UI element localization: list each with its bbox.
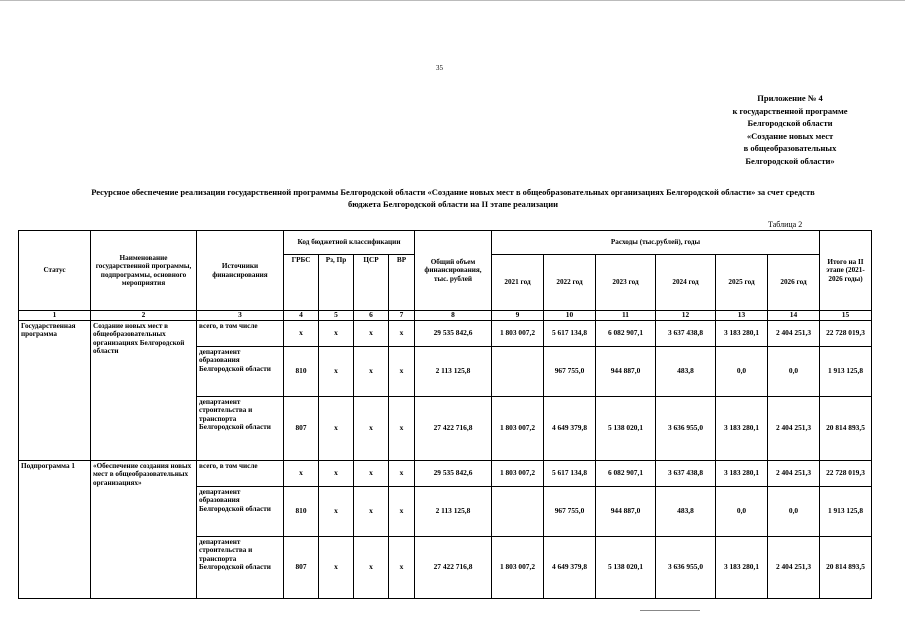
csr-cell: х (354, 460, 389, 486)
document-title (18, 186, 888, 210)
appendix-line: в общеобразовательных (743, 143, 837, 153)
table-row (19, 320, 872, 346)
rz-cell: х (319, 486, 354, 536)
y2024-cell: 3 636 955,0 (656, 396, 716, 460)
col-index: 11 (596, 311, 656, 321)
col-index: 10 (544, 311, 596, 321)
grbs-cell: х (284, 460, 319, 486)
appendix-header (700, 92, 880, 167)
header-y2021: 2021 год (492, 255, 544, 311)
header-y2026: 2026 год (768, 255, 820, 311)
appendix-line: Белгородской области (747, 118, 833, 128)
y2022-cell: 4 649 379,8 (544, 536, 596, 598)
grbs-cell: 810 (284, 346, 319, 396)
y2021-cell (492, 346, 544, 396)
y2025-cell: 0,0 (716, 486, 768, 536)
y2022-cell: 967 755,0 (544, 346, 596, 396)
grbs-cell: 807 (284, 536, 319, 598)
col-index: 8 (415, 311, 492, 321)
csr-cell: х (354, 536, 389, 598)
y2022-cell: 4 649 379,8 (544, 396, 596, 460)
total-cell: 29 535 842,6 (415, 320, 492, 346)
column-index-row (19, 311, 872, 321)
scan-top-edge (0, 0, 905, 1)
title-line: бюджета Белгородской области на II этапе реализации (348, 199, 558, 209)
header-y2022: 2022 год (544, 255, 596, 311)
rz-cell: х (319, 536, 354, 598)
header-expenses: Расходы (тыс.рублей), годы (492, 231, 820, 255)
header-vr: ВР (389, 255, 415, 311)
rz-cell: х (319, 460, 354, 486)
table-label: Таблица 2 (768, 220, 803, 229)
header-total: Общий объем финансирования, тыс. рублей (415, 231, 492, 311)
y2021-cell: 1 803 007,2 (492, 536, 544, 598)
y2025-cell: 3 183 280,1 (716, 536, 768, 598)
rz-cell: х (319, 396, 354, 460)
grbs-cell: х (284, 320, 319, 346)
source-cell: всего, в том числе (197, 320, 284, 346)
header-name: Наименование государственной программы, подпрограммы, основного мероприятия (91, 231, 197, 311)
col-index: 15 (820, 311, 872, 321)
col-index: 3 (197, 311, 284, 321)
csr-cell: х (354, 346, 389, 396)
y2022-cell: 967 755,0 (544, 486, 596, 536)
stage-total-cell: 20 814 893,5 (820, 536, 872, 598)
header-budget-code: Код бюджетной классификации (284, 231, 415, 255)
header-csr: ЦСР (354, 255, 389, 311)
col-index: 5 (319, 311, 354, 321)
y2023-cell: 5 138 020,1 (596, 396, 656, 460)
total-cell: 29 535 842,6 (415, 460, 492, 486)
name-cell: Создание новых мест в общеобразовательных организациях Белгородской области (91, 320, 197, 460)
header-stage-total: Итого на II этапе (2021-2026 годы) (820, 231, 872, 311)
vr-cell: х (389, 396, 415, 460)
y2024-cell: 483,8 (656, 346, 716, 396)
source-cell: департамент строительства и транспорта Белгородской области (197, 536, 284, 598)
col-index: 1 (19, 311, 91, 321)
y2024-cell: 3 637 438,8 (656, 460, 716, 486)
header-y2023: 2023 год (596, 255, 656, 311)
grbs-cell: 807 (284, 396, 319, 460)
y2025-cell: 3 183 280,1 (716, 460, 768, 486)
vr-cell: х (389, 320, 415, 346)
y2026-cell: 2 404 251,3 (768, 320, 820, 346)
rz-cell: х (319, 346, 354, 396)
source-cell: департамент образования Белгородской области (197, 346, 284, 396)
stage-total-cell: 22 728 019,3 (820, 320, 872, 346)
col-index: 2 (91, 311, 197, 321)
y2021-cell (492, 486, 544, 536)
total-cell: 2 113 125,8 (415, 486, 492, 536)
y2023-cell: 5 138 020,1 (596, 536, 656, 598)
col-index: 4 (284, 311, 319, 321)
header-y2024: 2024 год (656, 255, 716, 311)
header-status: Статус (19, 231, 91, 311)
csr-cell: х (354, 486, 389, 536)
csr-cell: х (354, 396, 389, 460)
header-y2025: 2025 год (716, 255, 768, 311)
source-cell: департамент строительства и транспорта Белгородской области (197, 396, 284, 460)
resource-table (18, 230, 872, 599)
y2021-cell: 1 803 007,2 (492, 320, 544, 346)
table-row (19, 460, 872, 486)
y2022-cell: 5 617 134,8 (544, 320, 596, 346)
y2024-cell: 3 636 955,0 (656, 536, 716, 598)
y2024-cell: 3 637 438,8 (656, 320, 716, 346)
source-cell: департамент образования Белгородской области (197, 486, 284, 536)
col-index: 14 (768, 311, 820, 321)
header-rz: Рз, Пр (319, 255, 354, 311)
col-index: 6 (354, 311, 389, 321)
y2025-cell: 3 183 280,1 (716, 320, 768, 346)
rz-cell: х (319, 320, 354, 346)
y2026-cell: 2 404 251,3 (768, 396, 820, 460)
stage-total-cell: 20 814 893,5 (820, 396, 872, 460)
appendix-line: к государственной программе (732, 105, 848, 116)
header-row (19, 231, 872, 255)
scan-mark (640, 610, 700, 611)
y2022-cell: 5 617 134,8 (544, 460, 596, 486)
source-cell: всего, в том числе (197, 460, 284, 486)
vr-cell: х (389, 536, 415, 598)
y2024-cell: 483,8 (656, 486, 716, 536)
name-cell: «Обеспечение создания новых мест в общеобразовательных организациях» (91, 460, 197, 598)
y2023-cell: 6 082 907,1 (596, 460, 656, 486)
y2021-cell: 1 803 007,2 (492, 460, 544, 486)
y2023-cell: 944 887,0 (596, 486, 656, 536)
col-index: 7 (389, 311, 415, 321)
y2021-cell: 1 803 007,2 (492, 396, 544, 460)
y2025-cell: 0,0 (716, 346, 768, 396)
col-index: 9 (492, 311, 544, 321)
col-index: 12 (656, 311, 716, 321)
appendix-line: Белгородской области» (745, 155, 835, 166)
title-line: Ресурсное обеспечение реализации государственной программы Белгородской области «Создание новых мест в общеобразовательных организациях Белгородской области» за счет средств (91, 187, 815, 197)
stage-total-cell: 1 913 125,8 (820, 486, 872, 536)
stage-total-cell: 22 728 019,3 (820, 460, 872, 486)
vr-cell: х (389, 346, 415, 396)
y2025-cell: 3 183 280,1 (716, 396, 768, 460)
header-sources: Источники финансирования (197, 231, 284, 311)
y2026-cell: 2 404 251,3 (768, 536, 820, 598)
col-index: 13 (716, 311, 768, 321)
page-number: 35 (436, 64, 443, 72)
vr-cell: х (389, 486, 415, 536)
csr-cell: х (354, 320, 389, 346)
total-cell: 27 422 716,8 (415, 396, 492, 460)
y2026-cell: 2 404 251,3 (768, 460, 820, 486)
y2023-cell: 6 082 907,1 (596, 320, 656, 346)
status-cell: Государственная программа (19, 320, 91, 460)
y2023-cell: 944 887,0 (596, 346, 656, 396)
total-cell: 27 422 716,8 (415, 536, 492, 598)
y2026-cell: 0,0 (768, 486, 820, 536)
y2026-cell: 0,0 (768, 346, 820, 396)
total-cell: 2 113 125,8 (415, 346, 492, 396)
header-grbs: ГРБС (284, 255, 319, 311)
appendix-line: Приложение № 4 (757, 93, 823, 103)
grbs-cell: 810 (284, 486, 319, 536)
vr-cell: х (389, 460, 415, 486)
stage-total-cell: 1 913 125,8 (820, 346, 872, 396)
status-cell: Подпрограмма 1 (19, 460, 91, 598)
appendix-line: «Создание новых мест (746, 130, 834, 141)
